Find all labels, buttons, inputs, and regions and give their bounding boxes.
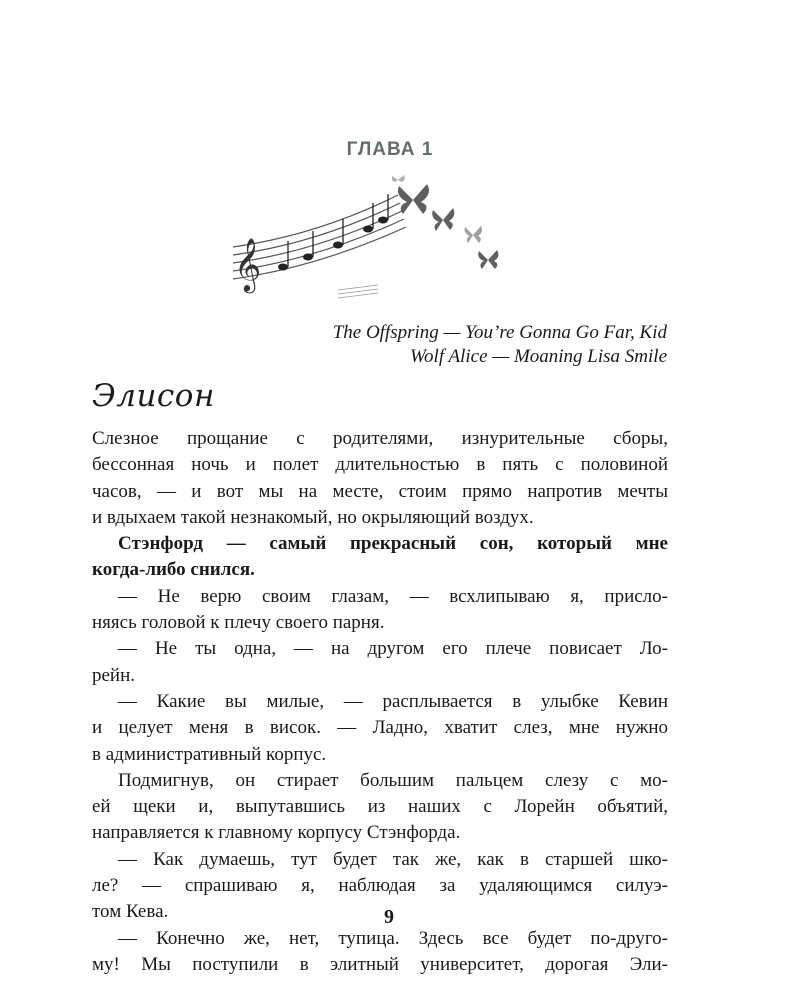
text-line: — Не верю своим глазам, — всхлипываю я, присло- [118,585,668,607]
page-number: 9 [384,906,394,928]
section-heading-heroine: Элисон [92,378,215,414]
text-line: — Конечно же, нет, тупица. Здесь все будет по-друго- [118,927,668,949]
text-line: — Какие вы милые, — расплывается в улыбке Кевин [118,690,668,712]
text-line: рейн. [92,664,136,686]
text-line: часов, — и вот мы на месте, стоим прямо напротив мечты [92,480,668,502]
text-line: когда-либо снился. [92,559,255,581]
epigraph-line-1: The Offspring — You’re Gonna Go Far, Kid [332,322,667,343]
body-text [92,426,668,978]
text-line: Подмигнув, он стирает большим пальцем слезу с мо- [118,769,668,791]
text-line: и вдыхаем такой незнакомый, но окрыляющий воздух. [92,506,534,528]
text-line: Стэнфорд — самый прекрасный сон, который мне [118,533,668,555]
treble-clef-icon: 𝄞 [234,237,262,291]
text-line: ей щеки и, выпутавшись из наших с Лорейн объятий, [92,796,668,818]
text-line: ле? — спрашиваю я, наблюдая за удаляющимся силуэ- [92,875,668,897]
text-line: и целует меня в висок. — Ладно, хватит слез, мне нужно [92,717,668,739]
text-line: му! Мы поступили в элитный университет, дорогая Эли- [92,953,668,975]
text-line: няясь головой к плечу своего парня. [92,612,385,634]
text-line: том Кева. [92,901,169,923]
text-line: бессонная ночь и полет длительностью в пять с половиной [92,454,668,476]
text-line: — Как думаешь, тут будет так же, как в старшей шко- [118,848,668,870]
text-line: направляется к главному корпусу Стэнфорда. [92,822,461,844]
butterfly-icons [392,175,499,269]
music-butterflies-illustration [228,175,508,305]
text-line: — Не ты одна, — на другом его плече повисает Ло- [118,638,668,660]
chapter-title: ГЛАВА 1 [346,139,434,160]
epigraph-line-2: Wolf Alice — Moaning Lisa Smile [409,346,667,367]
text-line: Слезное прощание с родителями, изнурительные сборы, [92,428,668,449]
text-line: в административный корпус. [92,743,327,765]
